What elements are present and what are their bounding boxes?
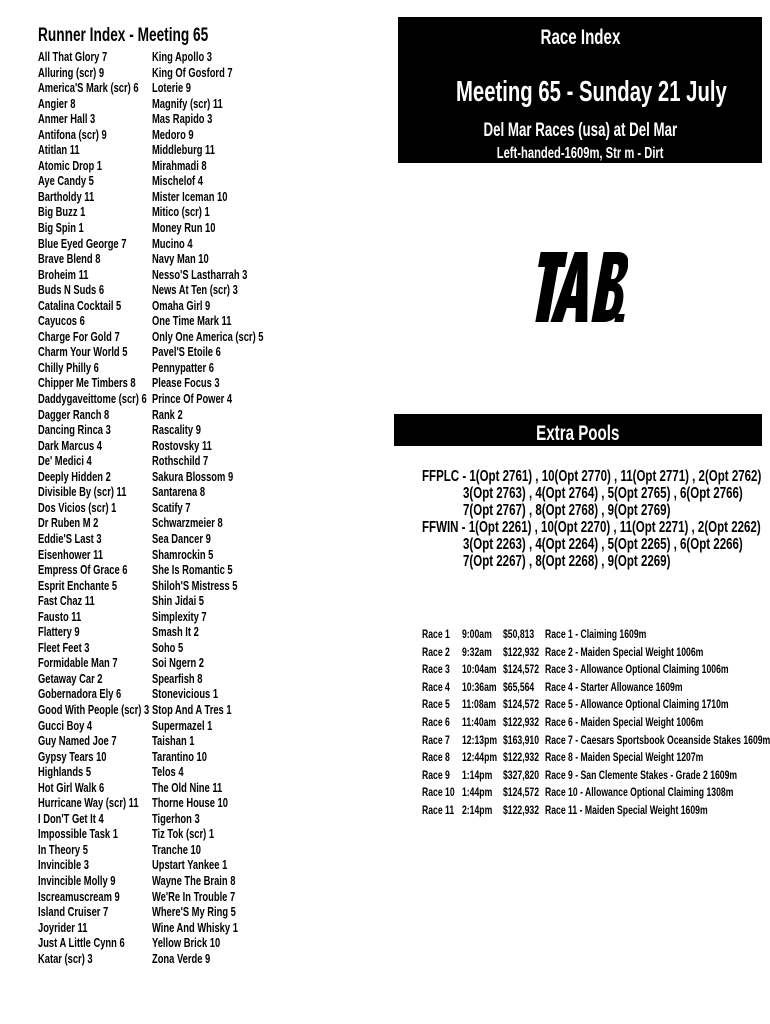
runner-entry: Aye Candy 5 bbox=[38, 173, 94, 189]
runner-entry: Stop And A Tres 1 bbox=[152, 701, 232, 717]
race-number: Race 10 bbox=[422, 785, 455, 800]
race-purse: $65,564 bbox=[503, 679, 535, 694]
runner-entry: Cayucos 6 bbox=[38, 313, 85, 329]
race-number: Race 2 bbox=[422, 644, 450, 659]
runner-entry: Rascality 9 bbox=[152, 422, 201, 438]
runner-entry: Tranche 10 bbox=[152, 841, 201, 857]
runner-entry: Hot Girl Walk 6 bbox=[38, 779, 105, 795]
runner-entry: Eddie'S Last 3 bbox=[38, 530, 102, 546]
runner-entry: Middleburg 11 bbox=[152, 142, 215, 158]
race-purse: $163,910 bbox=[503, 732, 540, 747]
runner-entry: Taishan 1 bbox=[152, 733, 195, 749]
runner-entry: Fausto 11 bbox=[38, 608, 82, 624]
runner-entry: Getaway Car 2 bbox=[38, 670, 103, 686]
runner-entry: Please Focus 3 bbox=[152, 375, 220, 391]
runner-entry: Invincible 3 bbox=[38, 857, 89, 873]
runner-entry: Tarantino 10 bbox=[152, 748, 207, 764]
runner-entry: Sea Dancer 9 bbox=[152, 530, 211, 546]
runner-entry: Spearfish 8 bbox=[152, 670, 203, 686]
race-time: 11:40am bbox=[462, 715, 497, 729]
runner-entry: Guy Named Joe 7 bbox=[38, 733, 117, 749]
runner-entry: In Theory 5 bbox=[38, 841, 88, 857]
race-description: Race 11 - Maiden Special Weight 1609m bbox=[545, 803, 708, 817]
runner-entry: The Old Nine 11 bbox=[152, 779, 223, 795]
pool-line: 7(Opt 2267) , 8(Opt 2268) , 9(Opt 2269) bbox=[463, 553, 671, 570]
runner-entry: Buds N Suds 6 bbox=[38, 282, 105, 298]
race-description: Race 2 - Maiden Special Weight 1006m bbox=[545, 644, 704, 659]
runner-entry: Magnify (scr) 11 bbox=[152, 95, 223, 111]
race-time: 10:04am bbox=[462, 662, 497, 677]
race-purse: $124,572 bbox=[503, 785, 540, 800]
runner-entry: Eisenhower 11 bbox=[38, 546, 104, 562]
runner-list-column-2 bbox=[152, 49, 307, 966]
runner-entry: Invincible Molly 9 bbox=[38, 872, 116, 888]
runner-entry: Chipper Me Timbers 8 bbox=[38, 375, 136, 391]
runner-entry: Katar (scr) 3 bbox=[38, 950, 93, 966]
race-time: 11:08am bbox=[462, 697, 497, 712]
runner-entry: We'Re In Trouble 7 bbox=[152, 888, 236, 904]
runner-entry: Atitlan 11 bbox=[38, 142, 80, 158]
race-description: Race 8 - Maiden Special Weight 1207m bbox=[545, 750, 704, 765]
race-description: Race 9 - San Clemente Stakes - Grade 2 1609m bbox=[545, 767, 738, 782]
extra-pools-header bbox=[394, 414, 762, 446]
race-number: Race 7 bbox=[422, 732, 450, 747]
runner-entry: Divisible By (scr) 11 bbox=[38, 484, 127, 500]
runner-entry: Antifona (scr) 9 bbox=[38, 126, 107, 142]
race-purse: $122,932 bbox=[503, 644, 540, 659]
runner-entry: Just A Little Cynn 6 bbox=[38, 935, 125, 951]
runner-entry: She Is Romantic 5 bbox=[152, 562, 233, 578]
race-number: Race 11 bbox=[422, 803, 455, 817]
race-number: Race 3 bbox=[422, 662, 450, 677]
runner-index-title: Runner Index - Meeting 65 bbox=[38, 25, 209, 46]
runner-entry: Wine And Whisky 1 bbox=[152, 919, 238, 935]
race-description: Race 3 - Allowance Optional Claiming 1006m bbox=[545, 662, 729, 677]
pool-line: 7(Opt 2767) , 8(Opt 2768) , 9(Opt 2769) bbox=[463, 502, 671, 519]
runner-entry: Tiz Tok (scr) 1 bbox=[152, 826, 215, 842]
runner-entry: Money Run 10 bbox=[152, 220, 216, 236]
runner-entry: News At Ten (scr) 3 bbox=[152, 282, 238, 298]
race-purse: $122,932 bbox=[503, 803, 540, 817]
runner-entry: Angier 8 bbox=[38, 95, 76, 111]
runner-entry: Supermazel 1 bbox=[152, 717, 213, 733]
runner-entry: Yellow Brick 10 bbox=[152, 935, 221, 951]
race-number: Race 1 bbox=[422, 627, 450, 641]
race-number: Race 4 bbox=[422, 679, 450, 694]
runner-entry: Sakura Blossom 9 bbox=[152, 468, 234, 484]
meeting-title: Meeting 65 - Sunday 21 July bbox=[456, 76, 727, 108]
runner-entry: Rostovsky 11 bbox=[152, 437, 212, 453]
runner-entry: Dancing Rinca 3 bbox=[38, 422, 111, 438]
runner-entry: Dr Ruben M 2 bbox=[38, 515, 99, 531]
runner-entry: Hurricane Way (scr) 11 bbox=[38, 795, 139, 811]
runner-entry: Joyrider 11 bbox=[38, 919, 88, 935]
runner-entry: Deeply Hidden 2 bbox=[38, 468, 111, 484]
race-number: Race 8 bbox=[422, 750, 450, 765]
runner-entry: Loterie 9 bbox=[152, 80, 192, 96]
track-info: Left-handed-1609m, Str m - Dirt bbox=[496, 145, 664, 162]
runner-entry: De' Medici 4 bbox=[38, 453, 92, 469]
race-purse: $122,932 bbox=[503, 750, 540, 765]
pool-line: FFWIN - 1(Opt 2261) , 10(Opt 2270) , 11(Opt 2271) , 2(Opt 2262) bbox=[422, 519, 761, 536]
race-purse: $122,932 bbox=[503, 715, 540, 729]
runner-entry: I Don'T Get It 4 bbox=[38, 810, 104, 826]
runner-entry: Gucci Boy 4 bbox=[38, 717, 93, 733]
runner-entry: Mirahmadi 8 bbox=[152, 157, 207, 173]
runner-entry: King Of Gosford 7 bbox=[152, 64, 233, 80]
runner-entry: Dagger Ranch 8 bbox=[38, 406, 110, 422]
runner-entry: Schwarzmeier 8 bbox=[152, 515, 223, 531]
runner-entry: Highlands 5 bbox=[38, 764, 92, 780]
race-number: Race 6 bbox=[422, 715, 450, 729]
runner-entry: Good With People (scr) 3 bbox=[38, 701, 150, 717]
race-description: Race 7 - Caesars Sportsbook Oceanside Stakes 1609m bbox=[545, 732, 770, 747]
runner-entry: Empress Of Grace 6 bbox=[38, 562, 128, 578]
runner-entry: Mister Iceman 10 bbox=[152, 188, 228, 204]
race-number: Race 9 bbox=[422, 767, 450, 782]
runner-entry: Mischelof 4 bbox=[152, 173, 203, 189]
race-purse: $124,572 bbox=[503, 697, 540, 712]
race-description: Race 5 - Allowance Optional Claiming 1710m bbox=[545, 697, 729, 712]
runner-entry: Brave Blend 8 bbox=[38, 251, 101, 267]
venue-name: Del Mar Races (usa) at Del Mar bbox=[483, 120, 677, 141]
runner-entry: Upstart Yankee 1 bbox=[152, 857, 228, 873]
runner-entry: Charge For Gold 7 bbox=[38, 328, 120, 344]
runner-entry: Dark Marcus 4 bbox=[38, 437, 103, 453]
race-purse: $327,820 bbox=[503, 767, 540, 782]
runner-entry: Catalina Cocktail 5 bbox=[38, 297, 122, 313]
runner-entry: Iscreamuscream 9 bbox=[38, 888, 120, 904]
runner-entry: Fleet Feet 3 bbox=[38, 639, 90, 655]
runner-entry: Esprit Enchante 5 bbox=[38, 577, 118, 593]
race-time: 9:00am bbox=[462, 627, 492, 641]
runner-entry: Navy Man 10 bbox=[152, 251, 209, 267]
race-description: Race 10 - Allowance Optional Claiming 1308m bbox=[545, 785, 734, 800]
runner-entry: Shamrockin 5 bbox=[152, 546, 214, 562]
runner-entry: Medoro 9 bbox=[152, 126, 194, 142]
runner-entry: Pavel'S Etoile 6 bbox=[152, 344, 221, 360]
runner-entry: Scatify 7 bbox=[152, 499, 191, 515]
runner-entry: America'S Mark (scr) 6 bbox=[38, 80, 139, 96]
pool-line: 3(Opt 2263) , 4(Opt 2264) , 5(Opt 2265) , 6(Opt 2266) bbox=[463, 536, 743, 553]
runner-entry: Pennypatter 6 bbox=[152, 359, 214, 375]
runner-entry: Alluring (scr) 9 bbox=[38, 64, 105, 80]
runner-entry: Fast Chaz 11 bbox=[38, 593, 95, 609]
race-time: 9:32am bbox=[462, 644, 492, 659]
runner-entry: Big Buzz 1 bbox=[38, 204, 86, 220]
runner-entry: Broheim 11 bbox=[38, 266, 89, 282]
runner-entry: Soho 5 bbox=[152, 639, 184, 655]
runner-entry: Daddygaveittome (scr) 6 bbox=[38, 391, 147, 407]
runner-entry: Mucino 4 bbox=[152, 235, 193, 251]
pool-line: FFPLC - 1(Opt 2761) , 10(Opt 2770) , 11(Opt 2771) , 2(Opt 2762) bbox=[422, 468, 762, 485]
runner-entry: One Time Mark 11 bbox=[152, 313, 232, 329]
runner-entry: Formidable Man 7 bbox=[38, 655, 118, 671]
tab-logo bbox=[528, 250, 628, 329]
runner-entry: Wayne The Brain 8 bbox=[152, 872, 236, 888]
race-purse: $124,572 bbox=[503, 662, 540, 677]
runner-entry: Mas Rapido 3 bbox=[152, 111, 213, 127]
race-description: Race 6 - Maiden Special Weight 1006m bbox=[545, 715, 704, 729]
race-time: 2:14pm bbox=[462, 803, 493, 817]
runner-entry: Zona Verde 9 bbox=[152, 950, 211, 966]
race-index-title: Race Index bbox=[540, 26, 620, 49]
runner-entry: Mitico (scr) 1 bbox=[152, 204, 210, 220]
runner-entry: Shin Jidai 5 bbox=[152, 593, 205, 609]
runner-entry: Tigerhon 3 bbox=[152, 810, 200, 826]
runner-entry: Santarena 8 bbox=[152, 484, 206, 500]
race-time: 1:44pm bbox=[462, 785, 493, 800]
runner-entry: Island Cruiser 7 bbox=[38, 904, 109, 920]
runner-entry: Only One America (scr) 5 bbox=[152, 328, 264, 344]
race-index-header bbox=[398, 17, 762, 163]
race-time: 12:13pm bbox=[462, 732, 498, 747]
race-time: 10:36am bbox=[462, 679, 497, 694]
runner-entry: Nesso'S Lastharrah 3 bbox=[152, 266, 248, 282]
runner-entry: Blue Eyed George 7 bbox=[38, 235, 127, 251]
runner-entry: Big Spin 1 bbox=[38, 220, 84, 236]
runner-entry: Rank 2 bbox=[152, 406, 183, 422]
race-description: Race 4 - Starter Allowance 1609m bbox=[545, 679, 683, 694]
race-time: 1:14pm bbox=[462, 767, 493, 782]
runner-entry: Soi Ngern 2 bbox=[152, 655, 205, 671]
runner-entry: Flattery 9 bbox=[38, 624, 80, 640]
runner-entry: Gobernadora Ely 6 bbox=[38, 686, 122, 702]
race-description: Race 1 - Claiming 1609m bbox=[545, 627, 647, 641]
runner-entry: Simplexity 7 bbox=[152, 608, 207, 624]
race-time: 12:44pm bbox=[462, 750, 498, 765]
runner-entry: Charm Your World 5 bbox=[38, 344, 128, 360]
runner-entry: Chilly Philly 6 bbox=[38, 359, 99, 375]
race-number: Race 5 bbox=[422, 697, 450, 712]
runner-entry: Impossible Task 1 bbox=[38, 826, 118, 842]
pool-line: 3(Opt 2763) , 4(Opt 2764) , 5(Opt 2765) , 6(Opt 2766) bbox=[463, 485, 743, 502]
runner-entry: Shiloh'S Mistress 5 bbox=[152, 577, 238, 593]
runner-entry: Anmer Hall 3 bbox=[38, 111, 96, 127]
runner-entry: Rothschild 7 bbox=[152, 453, 209, 469]
runner-entry: All That Glory 7 bbox=[38, 49, 108, 64]
extra-pools-title: Extra Pools bbox=[536, 422, 620, 445]
runner-entry: Bartholdy 11 bbox=[38, 188, 95, 204]
runner-entry: King Apollo 3 bbox=[152, 49, 212, 64]
runner-entry: Dos Vicios (scr) 1 bbox=[38, 499, 117, 515]
race-purse: $50,813 bbox=[503, 627, 535, 641]
runner-entry: Thorne House 10 bbox=[152, 795, 228, 811]
runner-entry: Atomic Drop 1 bbox=[38, 157, 102, 173]
runner-entry: Telos 4 bbox=[152, 764, 184, 780]
runner-entry: Prince Of Power 4 bbox=[152, 391, 233, 407]
runner-entry: Smash It 2 bbox=[152, 624, 199, 640]
runner-entry: Where'S My Ring 5 bbox=[152, 904, 236, 920]
runner-entry: Omaha Girl 9 bbox=[152, 297, 211, 313]
runner-entry: Gypsy Tears 10 bbox=[38, 748, 107, 764]
runner-entry: Stonevicious 1 bbox=[152, 686, 219, 702]
